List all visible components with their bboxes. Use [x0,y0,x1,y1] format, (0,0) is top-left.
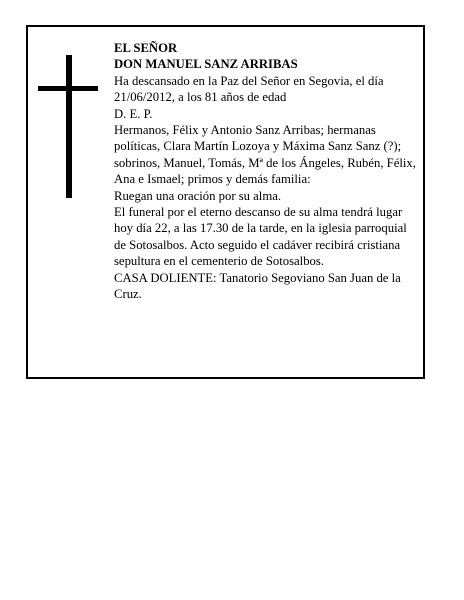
deceased-name: DON MANUEL SANZ ARRIBAS [114,57,298,72]
death-announcement: Ha descansado en la Paz del Señor en Segovia, el día 21/06/2012, a los 81 años de edad [114,73,384,105]
obituary-notice [26,25,425,379]
mourning-house: CASA DOLIENTE: Tanatorio Segoviano San Juan de la Cruz. [114,270,401,302]
prayer-request: Ruegan una oración por su alma. [114,188,282,203]
cross-horizontal-bar [38,86,98,91]
obituary-text [114,40,418,303]
cross-vertical-bar [66,55,72,198]
title-line-1: EL SEÑOR [114,41,178,55]
family-list: Hermanos, Félix y Antonio Sanz Arribas; hermanas políticas, Clara Martín Lozoya y Máxima Sanz Sanz (?); sobrinos, Manuel, Tomás, Mª de los Ángeles, Rubén, Félix, Ana e Ismael; primos y demás familia: [114,123,416,187]
funeral-details: El funeral por el eterno descanso de su alma tendrá lugar hoy día 22, a las 17.30 de la tarde, en la iglesia parroquial de Sotosalbos. Acto seguido el cadáver recibirá cristiana sepultura en el cementerio de Sotosalbos. [114,205,407,269]
rest-in-peace: D. E. P. [114,106,153,121]
